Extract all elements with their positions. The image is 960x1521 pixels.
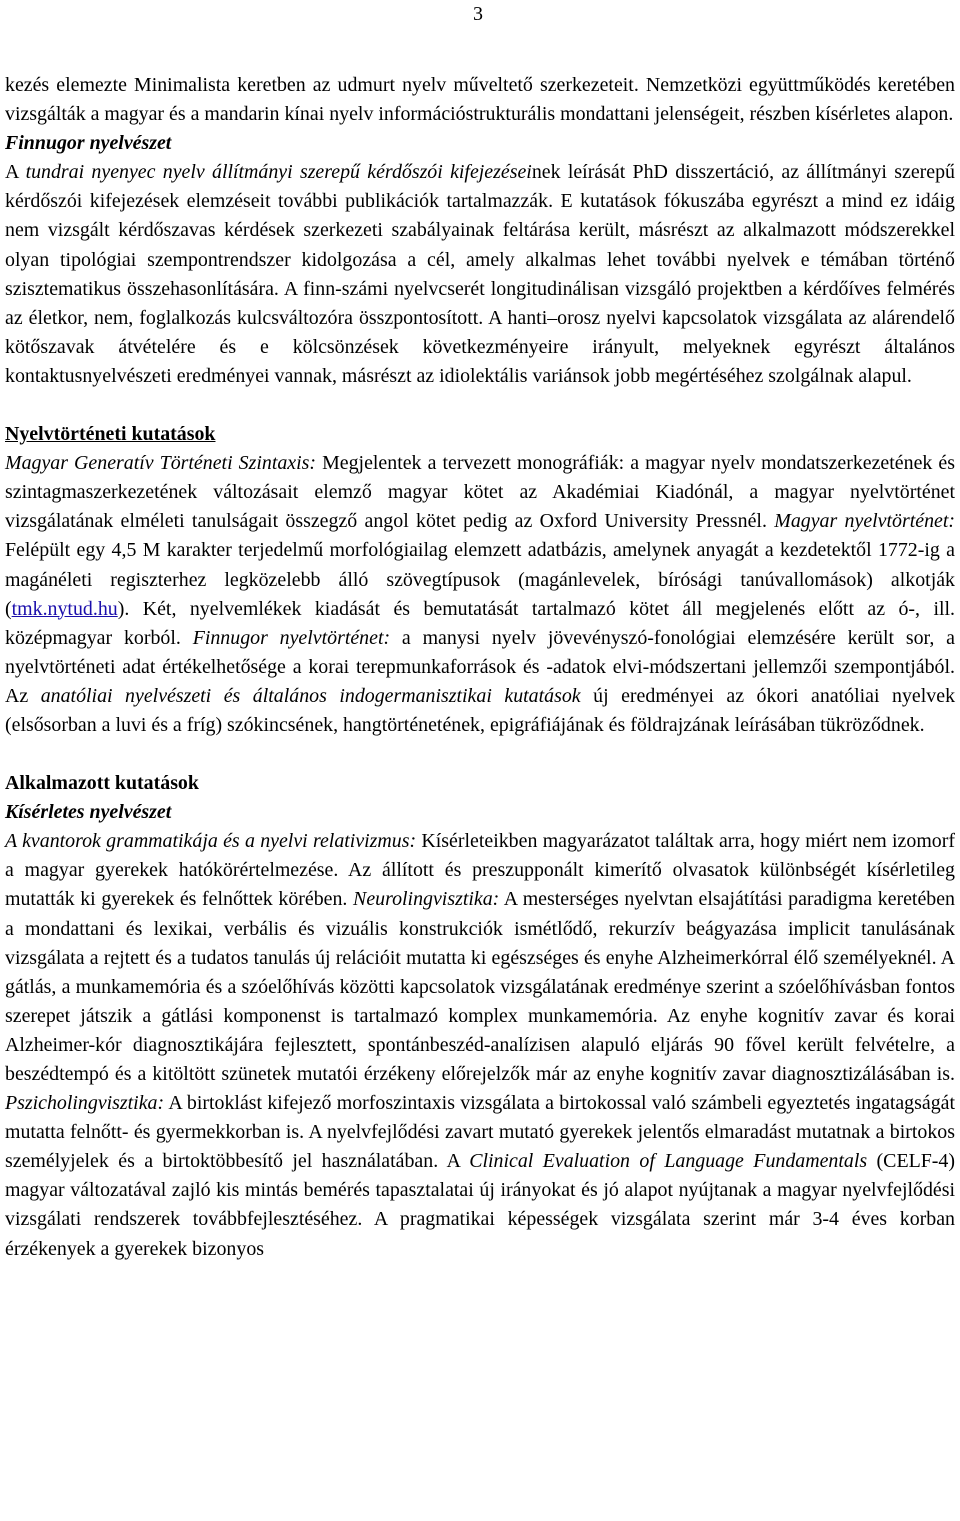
text-run: Megjelentek a tervezett monográfiák: a magyar nyelv mondatszerkezetének és szintagmaszerkezetének változásait elemző magyar kötet az Akadémiai Kiadónál, a magyar nyelvtörténet vizsgálatának elméleti tanulságait összegző angol kötet pedig az Oxford University Pressnél. bbox=[5, 452, 955, 533]
spacer bbox=[5, 740, 955, 769]
italic-run: Neurolingvisztika: bbox=[353, 888, 500, 911]
italic-run: Magyar Generatív Történeti Szintaxis: bbox=[5, 452, 317, 475]
page-number: 3 bbox=[473, 3, 483, 25]
section-heading-alkalmazott: Alkalmazott kutatások bbox=[5, 772, 199, 795]
section-nyelvtorteneti bbox=[5, 420, 955, 740]
italic-run: Pszicholingvisztika: bbox=[5, 1092, 165, 1115]
text-run: Kísérleteikben magyarázatot találtak arra, hogy miért nem izomorf a magyar gyerekek hatókörértelmezése. Az állított és preszupponált kimerítő olvasatok különbségét kísérletileg mutatták ki gyerekek és felnőttek körében. bbox=[5, 830, 955, 911]
text-run: a manysi nyelv jövevényszó-fonológiai elemzésére került sor, a nyelvtörténeti adat értékelhetősége a korai terepmunkaforrások és -adatok elvi-módszertani jellemzői szempontjából. Az bbox=[5, 626, 955, 707]
section-alkalmazott bbox=[5, 769, 955, 1264]
alkalmazott-paragraph bbox=[5, 827, 955, 1263]
intro-paragraph: kezés elemezte Minimalista keretben az udmurt nyelv műveltető szerkezeteit. Nemzetközi együttműködés keretében vizsgálták a magyar és a mandarin kínai nyelv információstrukturális mondattani jelenségeit, részben kísérletes alapon. bbox=[5, 74, 955, 126]
text-run: A birtoklást kifejező morfoszintaxis vizsgálata a birtokossal való számbeli egyeztetés ingatagságát mutatta felnőtt- és gyermekkorban is. A nyelvfejlődési zavart mutató gyerekek jelentős elmaradást mutatnak a birtokos személyjelek és a birtoktöbbesítő jel használatában. A bbox=[5, 1092, 955, 1173]
text-run: A mesterséges nyelvtan elsajátítási paradigma keretében a mondattani és lexikai, verbális és vizuális konstrukciók ismétlődő, rekurzív beágyazása implicit tanulásának vizsgálata a rejtett és a tudatos tanulás új relációit mutatta ki egészséges és enyhe Alzheimerkórral élő személyeknél. A gátlás, a munkamemória és a szóelőhívás közötti kapcsolatok vizsgálatának eredménye szerint a szóelőhívásban fontos szerepet játszik a gátlási komponenst is tartalmazó komplex munkamemória. Az enyhe kognitív zavar és korai Alzheimer-kór diagnosztikájára fejlesztett, spontánbeszéd-analízisen alapuló eljárás 90 fővel került felvételre, a beszédtempó és a kitöltött szünetek mutatói érzékeny előrejelzők már az enyhe kognitív zavar diagnosztizálásában is. bbox=[5, 888, 955, 1085]
italic-run: tundrai nyenyec nyelv állítmányi szerepű kérdőszói kifejezései bbox=[25, 161, 532, 184]
subsection-heading-kiserletes: Kísérletes nyelvészet bbox=[5, 801, 172, 824]
italic-run: anatóliai nyelvészeti és általános indogermanisztikai kutatások bbox=[40, 684, 581, 707]
page-content bbox=[5, 71, 955, 1264]
text-run: nek leírását PhD disszertáció, az állítmányi szerepű kérdőszói kifejezések elemzéseit további publikációk tartalmazzák. E kutatások fókuszába egyrészt a mind ez idáig nem vizsgált kérdőszavas kérdések szerkezeti szabályainak feltárása került, másrészt az alkalmazott módszerekkel olyan tipológiai szempontrendszer kidolgozása a cél, amely alkalmas lehet további nyelvek e témában történő szisztematikus összehasonlítására. A finn-számi nyelvcserét longitudinálisan vizsgáló projektben a kérdőíves felmérés az életkor, nem, foglalkozás kulcsváltozóra összpontosított. A hanti–orosz nyelvi kapcsolatok vizsgálata az alárendelő kötőszavak átvételére és e kölcsönzések következményeire irányult, melyeknek egyrészt általános kontaktusnyelvészeti eredményei vannak, másrészt az idiolektális variánsok jobb megértéséhez szolgálnak alapul. bbox=[5, 161, 955, 387]
tmk-link[interactable]: tmk.nytud.hu bbox=[11, 597, 118, 620]
finnugor-paragraph bbox=[5, 158, 955, 391]
section-finnugor bbox=[5, 129, 955, 391]
spacer bbox=[5, 391, 955, 420]
text-run: Felépült egy 4,5 M karakter terjedelmű morfológiailag elemzett adatbázis, amelynek anyagát a kezdetektől 1772-ig a magánéleti regiszterhez legközelebb álló szövegtípusok (magánlevelek, bírósági tanúvallomások) alkotják ( bbox=[5, 539, 955, 620]
italic-run: Magyar nyelvtörténet: bbox=[774, 510, 955, 533]
italic-run: Finnugor nyelvtörténet: bbox=[192, 626, 391, 649]
italic-run: Clinical Evaluation of Language Fundamentals bbox=[469, 1150, 868, 1173]
nyelvtorteneti-paragraph bbox=[5, 449, 955, 740]
section-heading-nyelvtorteneti: Nyelvtörténeti kutatások bbox=[5, 423, 216, 446]
text-run: ). Két, nyelvemlékek kiadását és bemutatását tartalmazó kötet áll megjelenés előtt az ó-, ill. középmagyar korból. bbox=[5, 597, 955, 649]
text-run: A bbox=[5, 161, 26, 184]
section-heading-finnugor: Finnugor nyelvészet bbox=[5, 132, 172, 155]
italic-run: A kvantorok grammatikája és a nyelvi relativizmus: bbox=[5, 830, 417, 853]
text-run: új eredményei az ókori anatóliai nyelvek (elsősorban a luvi és a fríg) szókincsének, hangtörténetének, epigráfiájának és földrajzának leírásában tükröződnek. bbox=[5, 684, 956, 736]
text-run: (CELF-4) magyar változatával zajló kis mintás bemérés tapasztalatai új irányokat és jó alapot nyújtanak a magyar nyelvfejlődési vizsgálati rendszerek továbbfejlesztéséhez. A pragmatikai képességek vizsgálata szerint már 3-4 éves korban érzékenyek a gyerekek bizonyos bbox=[5, 1150, 955, 1260]
